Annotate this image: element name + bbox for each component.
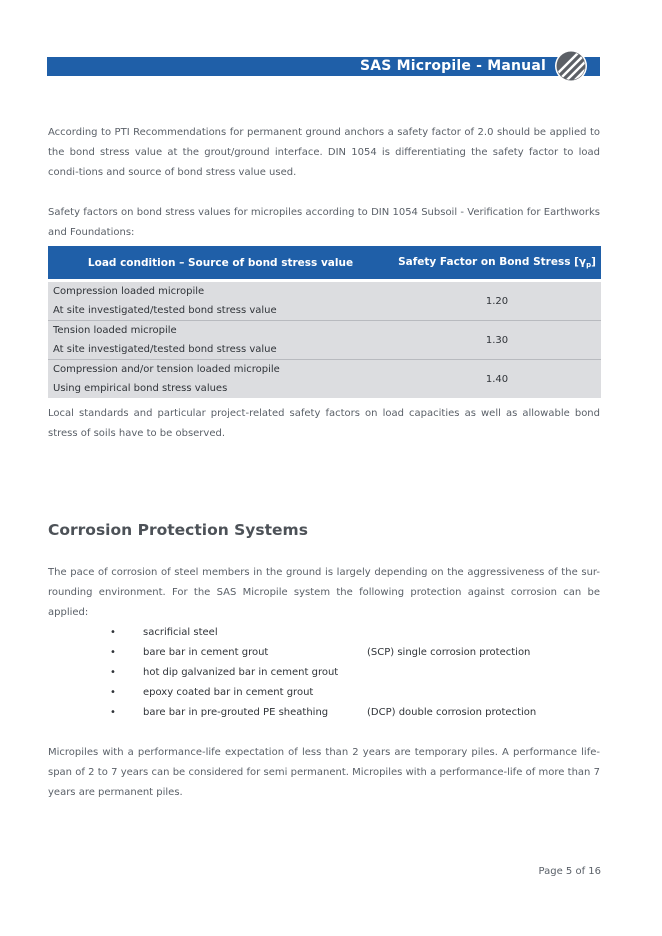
list-item-text: sacrificial steel — [143, 627, 218, 638]
table-row — [48, 360, 601, 399]
list-item-text: bare bar in pre-grouted PE sheathing — [143, 707, 329, 718]
table-row — [48, 321, 601, 360]
load-condition-line1: Tension loaded micropile — [53, 325, 177, 336]
header-bar — [47, 57, 600, 76]
load-condition-line1: Compression and/or tension loaded micropile — [53, 364, 280, 375]
load-condition-line2: Using empirical bond stress values — [53, 383, 228, 394]
page-number: Page 5 of 16 — [538, 866, 601, 877]
list-item-text: epoxy coated bar in cement grout — [143, 687, 314, 698]
safety-factor-value: 1.20 — [393, 281, 601, 321]
header-bracket-close: ] — [591, 256, 596, 268]
gamma-subscript: p — [586, 261, 592, 269]
list-item-note: (DCP) double corrosion protection — [367, 707, 537, 718]
safety-factor-value: 1.40 — [393, 360, 601, 399]
load-condition-line1: Compression loaded micropile — [53, 286, 205, 297]
bullet-icon: • — [110, 667, 116, 678]
section-title: Corrosion Protection Systems — [48, 521, 308, 539]
bullet-icon: • — [110, 687, 116, 698]
intro-paragraph: According to PTI Recommendations for permanent ground anchors a safety factor of 2.0 should be applied to the bond stress value at the grout/ground interface. DIN 1054 is differentiating the safety factor to load condi-tions and source of bond stress value used. — [48, 127, 600, 178]
list-item-text: hot dip galvanized bar in cement grout — [143, 667, 339, 678]
bullet-icon: • — [110, 647, 116, 658]
performance-life-paragraph: Micropiles with a performance-life expectation of less than 2 years are temporary piles. A performance life-span of 2 to 7 years can be considered for semi permanent. Micropiles with a performance-life of more than 7 years are permanent piles. — [48, 747, 600, 798]
local-standards-paragraph: Local standards and particular project-related safety factors on load capacities as well as allowable bond stress of soils have to be observed. — [48, 408, 600, 439]
load-condition-cell — [48, 321, 393, 360]
corrosion-intro-paragraph: The pace of corrosion of steel members in the ground is largely depending on the aggressiveness of the sur-rounding environment. For the SAS Micropile system the following protection against corrosion can be applied: — [48, 567, 600, 618]
header-safety-factor — [393, 246, 601, 281]
table-intro-paragraph: Safety factors on bond stress values for micropiles according to DIN 1054 Subsoil - Verification for Earthworks and Foundations: — [48, 207, 600, 238]
document-title: SAS Micropile - Manual — [359, 58, 546, 74]
table-header-row — [48, 246, 601, 281]
header-safety-factor-text: Safety Factor on Bond Stress [γ — [398, 256, 587, 268]
table-row — [48, 281, 601, 321]
load-condition-line2: At site investigated/tested bond stress value — [53, 344, 277, 355]
load-condition-cell — [48, 281, 393, 321]
load-condition-line2: At site investigated/tested bond stress value — [53, 305, 277, 316]
list-item-note: (SCP) single corrosion protection — [367, 647, 531, 658]
safety-factor-value: 1.30 — [393, 321, 601, 360]
header-load-condition: Load condition – Source of bond stress value — [48, 246, 393, 281]
striped-circle-icon — [555, 47, 587, 85]
bullet-icon: • — [110, 707, 116, 718]
list-item-text: bare bar in cement grout — [143, 647, 269, 658]
safety-factor-table — [48, 246, 601, 398]
load-condition-cell — [48, 360, 393, 399]
bullet-icon: • — [110, 627, 116, 638]
